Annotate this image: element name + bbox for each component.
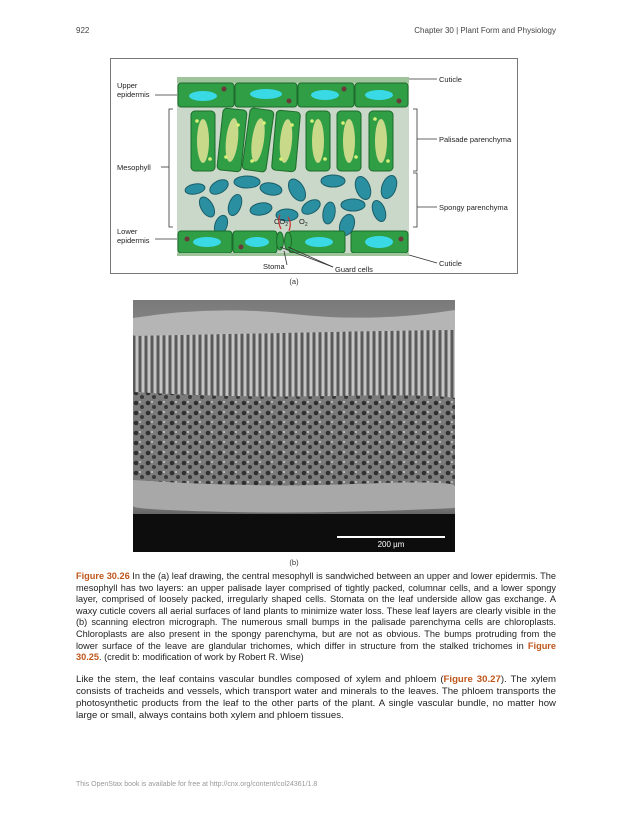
sem-dark-base xyxy=(133,514,455,552)
figure-b-sublabel: (b) xyxy=(289,558,299,567)
palisade-bracket xyxy=(413,109,417,171)
label-stoma: Stoma xyxy=(263,262,285,271)
scale-bar-label: 200 µm xyxy=(377,540,405,549)
label-upper-epidermis-2: epidermis xyxy=(117,90,150,99)
label-cuticle-bottom: Cuticle xyxy=(439,259,462,268)
body-text-2: ). The xylem consists of tracheids and vessels, which transport water and minerals to the leaves. The phloem transports the photosynthetic products from the leaf to the other parts of the plant. A single vascular bundle, no matter how large or small, always contains both xylem and phloem tissues. xyxy=(76,674,556,721)
caption-text-1: In the (a) leaf drawing, the central mesophyll is sandwiched between an upper and lower epidermis. The mesophyll has two layers: an upper palisade layer comprised of tightly packed, columnar cells, and a lower spongy layer, comprised of loosely packed, irregularly shaped cells. Stomata on the leaf underside allow gas exchange. A waxy cuticle covers all aerial surfaces of land plants to minimize water loss. These leaf layers are clearly visible in the (b) scanning electron micrograph. The numerous small bumps in the palisade parenchyma cells are chloroplasts. Chloroplasts are also present in the spongy parenchyma, but are not as obvious. The bumps protruding from the lower surface of the leave are glandular trichomes, which differ in structure from the stalked trichomes in xyxy=(76,571,556,651)
leaf-diagram xyxy=(110,58,518,274)
label-lower-epidermis-2: epidermis xyxy=(117,236,150,245)
body-paragraph xyxy=(76,674,556,722)
label-spongy: Spongy parenchyma xyxy=(439,203,508,212)
o2-subscript: 2 xyxy=(304,222,308,228)
label-lower-epidermis-1: Lower xyxy=(117,227,138,236)
sem-spongy-layer xyxy=(133,392,455,489)
label-palisade: Palisade parenchyma xyxy=(439,135,512,144)
co2-subscript: 2 xyxy=(285,222,289,228)
sem-micrograph xyxy=(133,300,455,552)
chapter-title: Chapter 30 | Plant Form and Physiology xyxy=(414,26,556,35)
upper-epidermis-cells xyxy=(178,83,408,107)
label-cuticle-top: Cuticle xyxy=(439,75,462,84)
body-link-figure-30-27[interactable]: Figure 30.27 xyxy=(443,674,501,685)
figure-a-sublabel: (a) xyxy=(289,277,299,286)
label-upper-epidermis-1: Upper xyxy=(117,81,138,90)
caption-figure-ref: Figure 30.26 xyxy=(76,571,130,581)
mesophyll-bracket xyxy=(169,109,173,227)
cuticle-bottom xyxy=(177,253,409,256)
page-number: 922 xyxy=(76,26,90,35)
spongy-bracket xyxy=(413,173,417,227)
figure-caption xyxy=(76,571,556,664)
label-guard-cells: Guard cells xyxy=(335,265,373,274)
sem-palisade-layer xyxy=(133,330,455,398)
sem-micrograph-svg xyxy=(133,300,455,552)
leaf-diagram-svg xyxy=(111,59,519,275)
caption-text-2: . (credit b: modification of work by Robert R. Wise) xyxy=(99,652,304,663)
page-footer: This OpenStax book is available for free at http://cnx.org/content/col24361/1.8 xyxy=(76,781,318,788)
lower-epidermis-cells xyxy=(178,231,408,253)
o2-text: O xyxy=(299,217,305,226)
body-text-1: Like the stem, the leaf contains vascular bundles composed of xylem and phloem ( xyxy=(76,674,444,685)
co2-text: CO xyxy=(274,217,286,226)
label-mesophyll: Mesophyll xyxy=(117,163,151,172)
cuticle-top xyxy=(177,77,409,83)
caption-link-figure-30-25[interactable]: Figure 30.25 xyxy=(76,640,556,663)
